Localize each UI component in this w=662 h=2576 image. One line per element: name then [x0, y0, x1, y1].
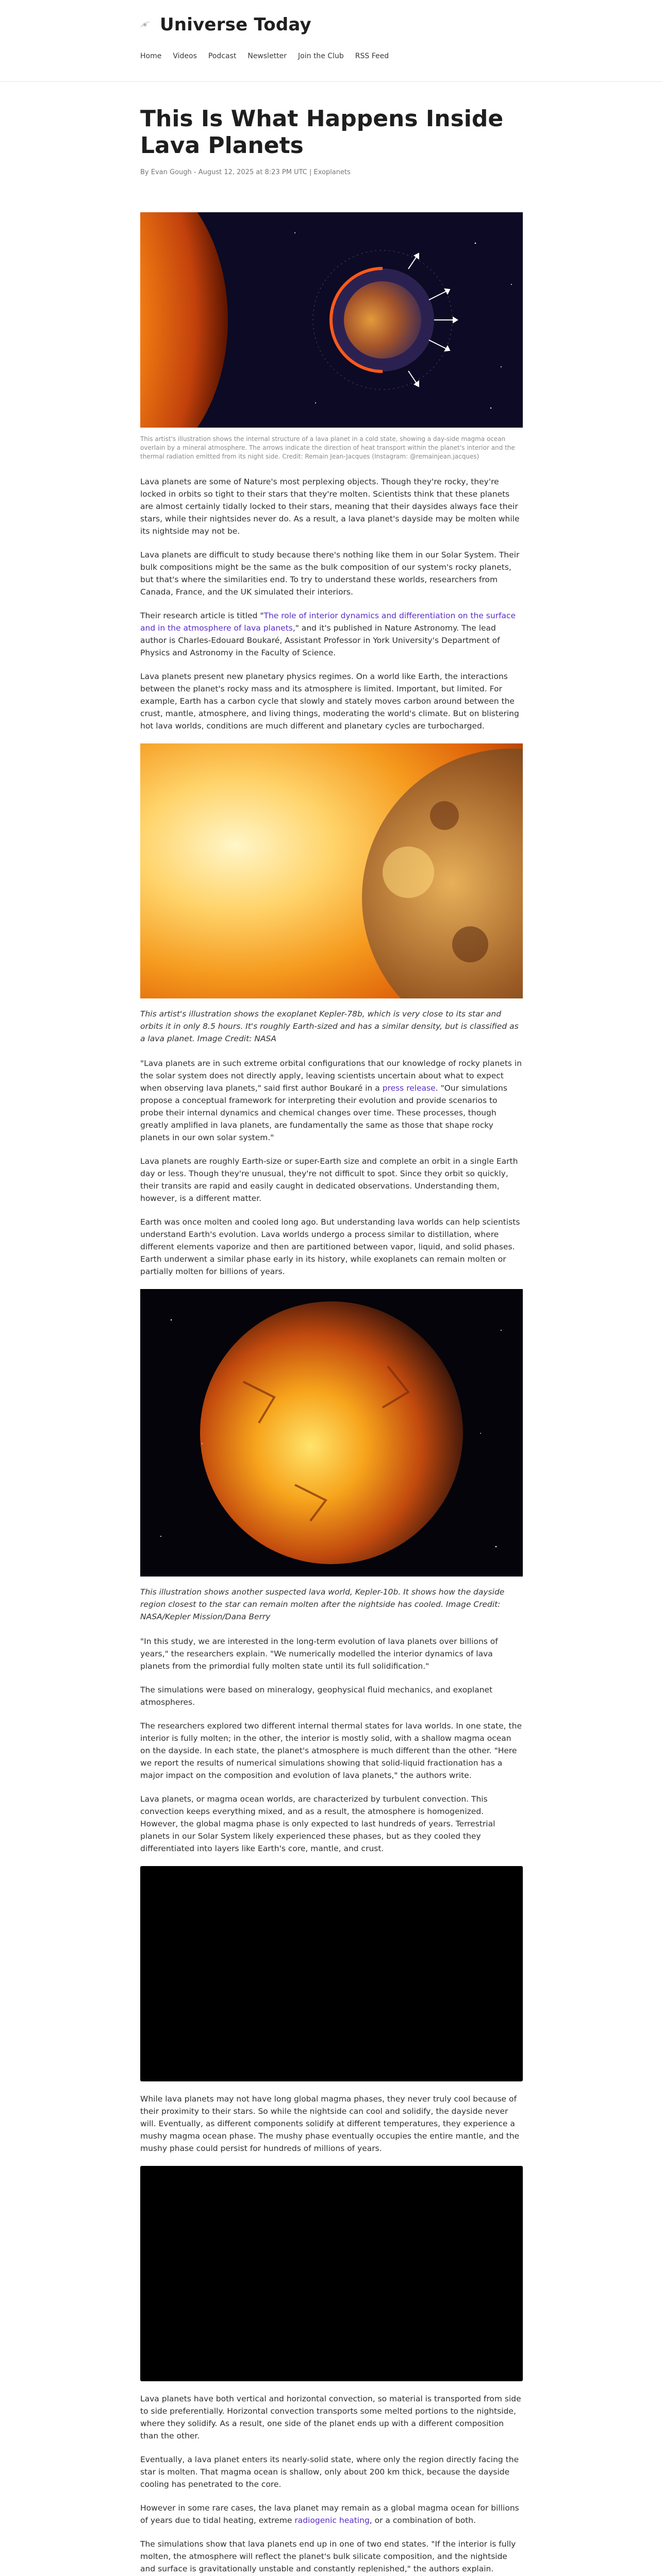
paragraph-5-text-b: . "Our simulations propose a conceptual framework for interpreting their evolution and provide scenarios to probe their internal dynamics and chemical changes over time. These processes, though greatly amplified in lava planets, are fundamentally the same as those that shape rocky planets in our own solar system.": [140, 1083, 507, 1142]
paragraph-15: [140, 2502, 523, 2527]
paragraph-9: The simulations were based on mineralogy, geophysical fluid mechanics, and exoplanet atmospheres.: [140, 1685, 493, 1707]
kepler-78b-illustration: [140, 743, 523, 998]
paragraph-16: The simulations show that lava planets end up in one of two end states. "If the interior is fully molten, the atmosphere will reflect the planet's bulk silicate composition, and the nightside and surface is gravitationally unstable and constantly replenished," the authors explain.: [140, 2539, 516, 2573]
paragraph-15-text-a: However in some rare cases, the lava planet may remain as a global magma ocean for billions of years due to tidal heating, extreme: [140, 2503, 519, 2525]
paragraph-5-text-a: "Lava planets are in such extreme orbital configurations that our knowledge of rocky planets in the solar system does not directly apply, leaving scientists uncertain about what to expect when observing lava planets," said first author Boukaré in a: [140, 1059, 522, 1093]
main-nav: [140, 52, 400, 60]
paragraph-13: Lava planets have both vertical and horizontal convection, so material is transported from side to side preferentially. Horizontal convection transports some melted portions to the nightside, where they solidify. As a result, one side of the planet ends up with a different composition than the other.: [140, 2394, 521, 2441]
nav-rss-feed[interactable]: RSS Feed: [355, 52, 389, 60]
site-name: Universe Today: [160, 14, 311, 35]
paragraph-7: Earth was once molten and cooled long ago. But understanding lava worlds can help scientists understand Earth's evolution. Lava worlds undergo a process similar to distillation, where different elements vaporize and then are partitioned between vapor, liquid, and solid phases. Earth underwent a similar phase early in its history, while exoplanets can remain molten or partially molten for billions of years.: [140, 1217, 520, 1276]
nav-videos[interactable]: Videos: [173, 52, 197, 60]
site-header: [0, 0, 662, 82]
paragraph-12: While lava planets may not have long global magma phases, they never truly cool because of their proximity to their stars. So while the nightside can cool and solidify, the dayside never will. Eventually, as different components solidify at different temperatures, they experience a mushy magma ocean phase. The mushy phase eventually occupies the entire mantle, and the mushy phase could persist for hundreds of millions of years.: [140, 2094, 520, 2153]
universe-logo-icon: [139, 19, 151, 30]
figure-1-caption: This artist's illustration shows the internal structure of a lava planet in a cold state, showing a day-side magma ocean overlain by a mineral atmosphere. The arrows indicate the direction of heat transport within the planet's interior and the thermal radiation emitted from its night side. Credit: Remain Jean-Jacques (Instagram: @remainjean.jacques): [140, 435, 515, 460]
figure-3-caption: This illustration shows another suspected lava world, Kepler-10b. It shows how the dayside region closest to the star can remain molten after the nightside has cooled. Image Credit: NASA/Kepler Mission/Dana Berry: [140, 1587, 505, 1621]
paragraph-14: Eventually, a lava planet enters its nearly-solid state, where only the region directly facing the star is molten. That magma ocean is shallow, only about 200 km thick, because the dayside cooling has penetrated to the core.: [140, 2455, 519, 2489]
paragraph-1: Lava planets are some of Nature's most perplexing objects. Though they're rocky, they're locked in orbits so tight to their stars that they're molten. Scientists think that these planets are almost certainly tidally locked to their stars, meaning that their daysides always face their stars, while their nightsides never do. As a result, a lava planet's dayside may be molten while its nightside may not be.: [140, 477, 520, 536]
paragraph-8: "In this study, we are interested in the long-term evolution of lava planets over billions of years," the researchers explain. "We numerically modelled the interior dynamics of lava planets from the primordial fully molten state until its full solidification.": [140, 1637, 498, 1671]
paragraph-3: [140, 609, 523, 659]
kepler-10b-illustration: [140, 1289, 523, 1577]
figure-kepler-78b: [140, 743, 523, 1045]
press-release-link[interactable]: press release: [382, 1083, 436, 1093]
paragraph-2: Lava planets are difficult to study because there's nothing like them in our Solar System. Their bulk compositions might be the same as the bulk composition of our system's rocky planets, but that's where the similarities end. To try to understand these worlds, researchers from Canada, France, and the UK simulated their interiors.: [140, 550, 520, 597]
nav-newsletter[interactable]: Newsletter: [247, 52, 287, 60]
nav-podcast[interactable]: Podcast: [208, 52, 237, 60]
paragraph-4: Lava planets present new planetary physics regimes. On a world like Earth, the interactions between the planet's rocky mass and its atmosphere is limited. Important, but limited. For example, Earth has a carbon cycle that slowly and stately moves carbon around between the crust, mantle, atmosphere, and living things, moderating the world's climate. But on blistering hot lava worlds, conditions are much different and planetary cycles are turbocharged.: [140, 672, 519, 731]
article-byline: By Evan Gough - August 12, 2025 at 8:23 PM UTC | Exoplanets: [140, 168, 351, 176]
paragraph-3-text-a: Their research article is titled ": [140, 611, 264, 620]
embedded-video-1[interactable]: [140, 1866, 523, 2081]
paragraph-15-text-b: , or a combination of both.: [369, 2516, 476, 2525]
article: [140, 106, 523, 2576]
article-title: This Is What Happens Inside Lava Planets: [140, 106, 504, 159]
paragraph-10: The researchers explored two different internal thermal states for lava worlds. In one state, the interior is fully molten; in the other, the interior is mostly solid, with a shallow magma ocean on the dayside. In each state, the planet's atmosphere is much different than the other. "Here we report the results of numerical simulations showing that solid-liquid fractionation has a major impact on the composition and evolution of lava planets," the authors write.: [140, 1721, 522, 1780]
research-article-link[interactable]: The role of interior dynamics and differentiation on the surface and in the atmosphere of lava planets: [140, 611, 516, 633]
lava-planet-interior-illustration: [140, 212, 523, 428]
embedded-video-2[interactable]: [140, 2166, 523, 2381]
nav-home[interactable]: Home: [140, 52, 162, 60]
paragraph-3-text-b: ," and it's published in Nature Astronomy. The lead author is Charles-Edouard Boukaré, Assistant Professor in York University's Department of Physics and Astronomy in the Faculty of Science.: [140, 623, 500, 657]
figure-lava-planet-interior: [140, 212, 523, 461]
radiogenic-heating-link[interactable]: radiogenic heating: [294, 2516, 370, 2525]
nav-join-the-club[interactable]: Join the Club: [298, 52, 344, 60]
paragraph-5: [140, 1057, 523, 1144]
paragraph-6: Lava planets are roughly Earth-size or super-Earth size and complete an orbit in a single Earth day or less. Though they're unusual, they're not difficult to spot. Since they orbit so quickly, their transits are rapid and easily caught in dedicated observations. Understanding them, however, is a different matter.: [140, 1157, 518, 1203]
figure-2-caption: This artist's illustration shows the exoplanet Kepler-78b, which is very close to its star and orbits it in only 8.5 hours. It's roughly Earth-sized and has a similar density, but is classified as a lava planet. Image Credit: NASA: [140, 1009, 519, 1043]
figure-kepler-10b: [140, 1289, 523, 1623]
paragraph-11: Lava planets, or magma ocean worlds, are characterized by turbulent convection. This convection keeps everything mixed, and as a result, the atmosphere is homogenized. However, the global magma phase is only expected to last hundreds of years. Terrestrial planets in our Solar System likely experienced these phases, but as they cooled they differentiated into layers like Earth's core, mantle, and crust.: [140, 1794, 495, 1853]
brand[interactable]: [139, 14, 311, 35]
